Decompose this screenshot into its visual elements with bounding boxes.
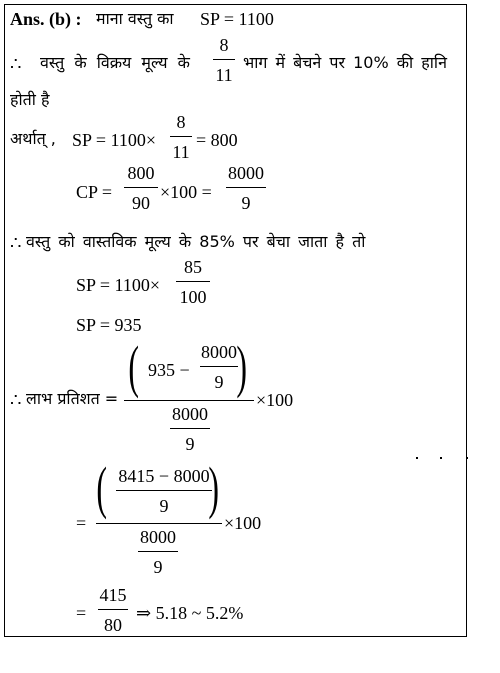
stray-dot	[440, 457, 442, 459]
cp-multiply: ×100 =	[160, 182, 212, 202]
fraction-denominator: 11	[172, 142, 190, 162]
therefore-symbol: ∴	[10, 54, 22, 74]
equals-sign: =	[76, 603, 87, 623]
fraction-numerator: 85	[184, 257, 202, 277]
profit-percent-label: लाभ प्रतिशत =	[26, 389, 119, 408]
fraction-bar	[124, 187, 158, 188]
fraction-8-11	[213, 36, 235, 84]
inner-fraction-8000-9	[200, 343, 238, 391]
arthaat-text: अर्थात् ,	[10, 129, 56, 148]
final-result: ⇒ 5.18 ~ 5.2%	[136, 603, 244, 623]
fraction-bar	[98, 609, 128, 610]
therefore-symbol: ∴	[10, 390, 22, 410]
answer-box	[4, 4, 467, 637]
fraction-numerator: 8415 − 8000	[118, 466, 210, 486]
fraction-bar	[138, 551, 178, 552]
stray-dot	[466, 457, 468, 459]
fraction-numerator: 8	[219, 35, 229, 55]
statement-text: वस्तु के विक्रय मूल्य के	[40, 53, 190, 72]
fraction-denominator: 100	[179, 287, 207, 307]
fraction-bar	[170, 428, 210, 429]
denominator-fraction-8000-9	[170, 405, 210, 453]
therefore-symbol: ∴	[10, 233, 22, 253]
fraction-8-11-b	[170, 113, 192, 161]
fraction-800-90	[124, 164, 158, 212]
fraction-bar	[226, 187, 266, 188]
fraction-bar	[116, 490, 212, 491]
inner-fraction-8415-minus-8000	[116, 467, 212, 515]
fraction-denominator: 9	[153, 557, 163, 577]
close-paren: )	[236, 334, 247, 399]
sp-equation-rhs: = 800	[196, 130, 238, 150]
statement-text-end: होती है	[10, 90, 50, 109]
open-paren: (	[96, 455, 107, 520]
fraction-bar	[200, 366, 238, 367]
fraction-numerator: 8000	[201, 342, 237, 362]
fraction-bar	[213, 59, 235, 60]
intro-text: माना वस्तु का	[96, 9, 174, 28]
fraction-denominator: 9	[159, 496, 169, 516]
equals-sign: =	[76, 513, 87, 533]
times-100: ×100	[256, 390, 294, 410]
stray-dot	[416, 457, 418, 459]
fraction-denominator: 80	[104, 615, 122, 635]
cp-equation-lhs: CP =	[76, 182, 112, 202]
fraction-85-100	[176, 258, 210, 306]
fraction-denominator: 9	[214, 372, 224, 392]
sp-equation-lhs: SP = 1100×	[72, 130, 156, 150]
main-fraction-bar	[124, 400, 254, 401]
close-paren: )	[208, 455, 219, 520]
fraction-415-80	[98, 586, 128, 634]
fraction-numerator: 8000	[172, 404, 208, 424]
times-100: ×100	[224, 513, 262, 533]
numerator-935-minus: 935 −	[148, 360, 190, 380]
fraction-numerator: 8000	[228, 163, 264, 183]
fraction-denominator: 9	[241, 193, 251, 213]
sp-85-lhs: SP = 1100×	[76, 275, 160, 295]
main-fraction-bar	[96, 523, 222, 524]
denominator-fraction-8000-9	[138, 528, 178, 576]
fraction-numerator: 8	[176, 112, 186, 132]
answer-label: Ans. (b) :	[10, 9, 82, 29]
fraction-8000-9	[226, 164, 266, 212]
fraction-denominator: 90	[132, 193, 150, 213]
sp-935: SP = 935	[76, 315, 142, 335]
fraction-denominator: 11	[215, 65, 233, 85]
open-paren: (	[128, 334, 139, 399]
statement-85-percent: वस्तु को वास्तविक मूल्य के 85% पर बेचा जाता है तो	[26, 232, 366, 251]
fraction-numerator: 800	[127, 163, 155, 183]
intro-equation: SP = 1100	[200, 9, 274, 29]
fraction-numerator: 8000	[140, 527, 176, 547]
fraction-bar	[176, 281, 210, 282]
statement-text-cont: भाग में बेचने पर 10% की हानि	[243, 53, 447, 72]
fraction-bar	[170, 136, 192, 137]
fraction-numerator: 415	[99, 585, 127, 605]
fraction-denominator: 9	[185, 434, 195, 454]
